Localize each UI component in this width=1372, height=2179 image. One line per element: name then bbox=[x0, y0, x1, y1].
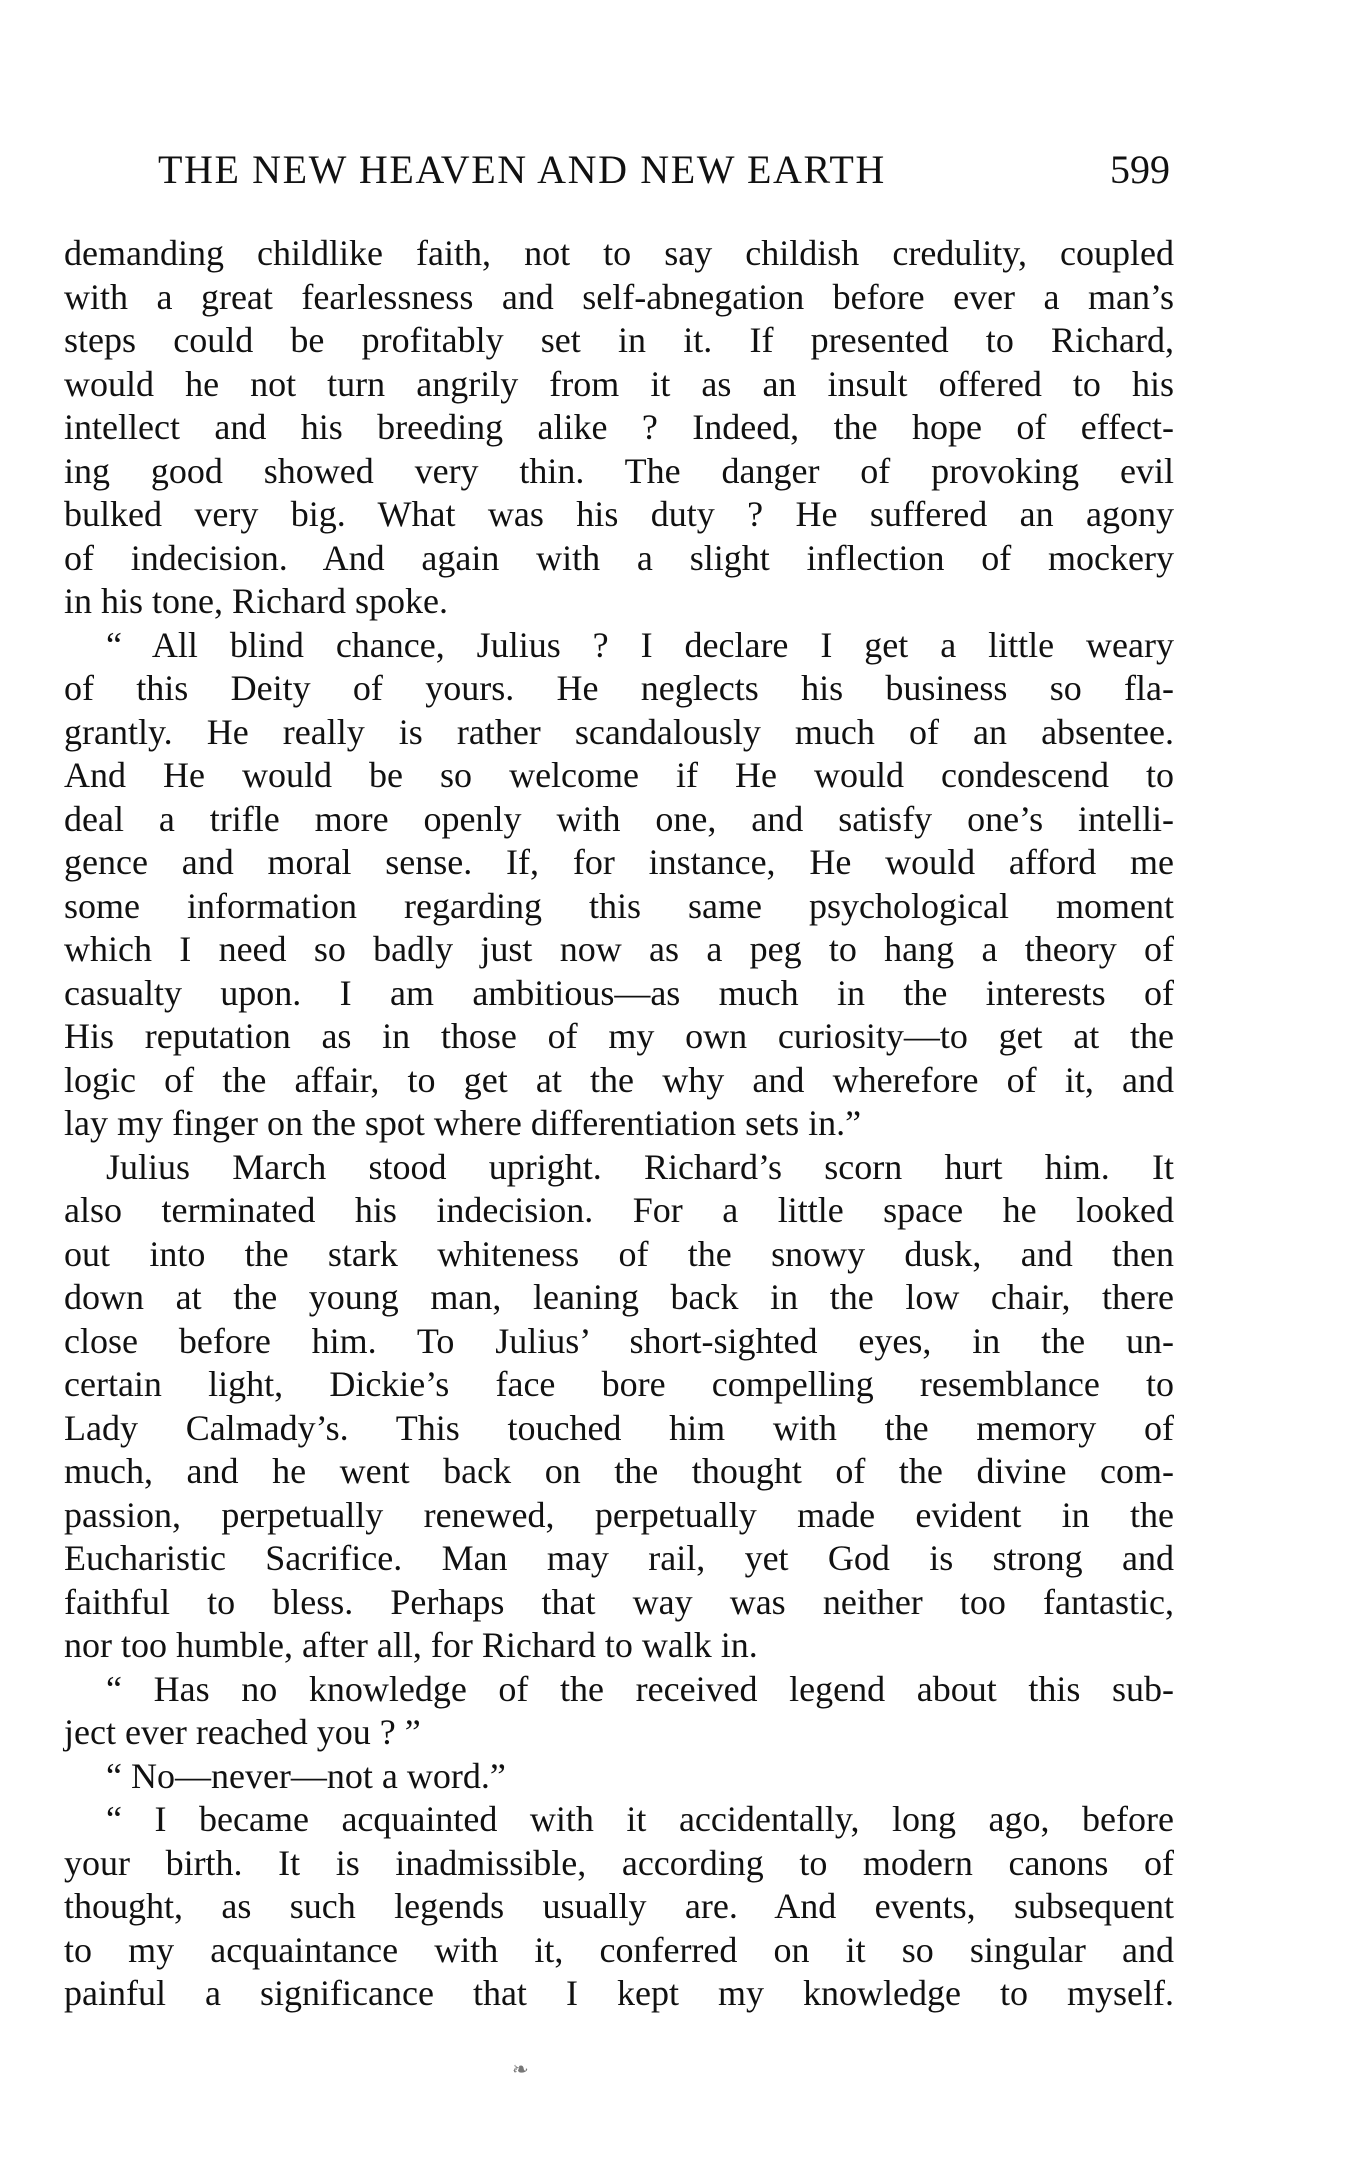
text-line: out into the stark whiteness of the snowy dusk, and then bbox=[64, 1233, 1174, 1274]
text-line: Lady Calmady’s. This touched him with the memory of bbox=[64, 1407, 1174, 1448]
text-line: which I need so badly just now as a peg to hang a theory of bbox=[64, 929, 1174, 969]
text-line: Julius March stood upright. Richard’s scorn hurt him. It bbox=[106, 1146, 1174, 1187]
text-line: of indecision. And again with a slight inflection of mockery bbox=[64, 537, 1174, 578]
text-line: logic of the affair, to get at the why and wherefore of it, and bbox=[64, 1059, 1174, 1100]
text-line: “ No—never—not a word.” bbox=[106, 1755, 506, 1796]
text-line: thought, as such legends usually are. And events, subsequent bbox=[64, 1886, 1174, 1926]
text-line: casualty upon. I am ambitious—as much in the interests of bbox=[64, 972, 1174, 1013]
text-line: lay my finger on the spot where differentiation sets in.” bbox=[64, 1103, 862, 1143]
text-line: gence and moral sense. If, for instance, He would afford me bbox=[64, 842, 1174, 882]
text-line: in his tone, Richard spoke. bbox=[64, 581, 448, 621]
text-line: His reputation as in those of my own curiosity—to get at the bbox=[64, 1016, 1174, 1056]
text-line: steps could be profitably set in it. If presented to Richard, bbox=[64, 320, 1174, 360]
body-text bbox=[64, 232, 1174, 2016]
text-line: Eucharistic Sacrifice. Man may rail, yet God is strong and bbox=[64, 1538, 1174, 1578]
text-line: And He would be so welcome if He would condescend to bbox=[64, 755, 1174, 795]
text-line: deal a trifle more openly with one, and satisfy one’s intelli- bbox=[64, 798, 1174, 839]
text-line: also terminated his indecision. For a little space he looked bbox=[64, 1190, 1174, 1230]
text-line: “ I became acquainted with it accidentally, long ago, before bbox=[106, 1799, 1174, 1839]
text-line: ing good showed very thin. The danger of provoking evil bbox=[64, 450, 1174, 491]
printer-ornament-icon: ❧ bbox=[512, 2059, 529, 2081]
text-line: painful a significance that I kept my knowledge to myself. bbox=[64, 1973, 1174, 2013]
text-line: to my acquaintance with it, conferred on it so singular and bbox=[64, 1929, 1174, 1970]
text-line: close before him. To Julius’ short-sighted eyes, in the un- bbox=[64, 1320, 1174, 1361]
text-line: grantly. He really is rather scandalously much of an absentee. bbox=[64, 711, 1174, 752]
text-line: some information regarding this same psychological moment bbox=[64, 885, 1174, 926]
text-line: certain light, Dickie’s face bore compelling resemblance to bbox=[64, 1364, 1174, 1404]
page-number: 599 bbox=[1110, 147, 1170, 192]
text-line: demanding childlike faith, not to say childish credulity, coupled bbox=[64, 233, 1174, 273]
text-line: passion, perpetually renewed, perpetually made evident in the bbox=[64, 1494, 1174, 1535]
text-line: bulked very big. What was his duty ? He suffered an agony bbox=[64, 494, 1174, 534]
running-title: THE NEW HEAVEN AND NEW EARTH bbox=[158, 147, 886, 192]
text-line: “ Has no knowledge of the received legend about this sub- bbox=[106, 1668, 1174, 1709]
text-line: much, and he went back on the thought of the divine com- bbox=[64, 1451, 1174, 1491]
text-line: would he not turn angrily from it as an insult offered to his bbox=[64, 363, 1174, 404]
text-line: ject ever reached you ? ” bbox=[64, 1712, 421, 1752]
text-line: faithful to bless. Perhaps that way was neither too fantastic, bbox=[64, 1581, 1174, 1622]
text-line: of this Deity of yours. He neglects his business so fla- bbox=[64, 668, 1174, 708]
text-line: “ All blind chance, Julius ? I declare I get a little weary bbox=[106, 624, 1174, 665]
text-line: intellect and his breeding alike ? Indeed, the hope of effect- bbox=[64, 407, 1174, 447]
text-line: your birth. It is inadmissible, according to modern canons of bbox=[64, 1842, 1174, 1883]
running-head bbox=[150, 140, 1170, 200]
text-line: with a great fearlessness and self-abnegation before ever a man’s bbox=[64, 276, 1174, 317]
text-line: nor too humble, after all, for Richard to walk in. bbox=[64, 1625, 758, 1665]
text-line: down at the young man, leaning back in the low chair, there bbox=[64, 1277, 1174, 1317]
